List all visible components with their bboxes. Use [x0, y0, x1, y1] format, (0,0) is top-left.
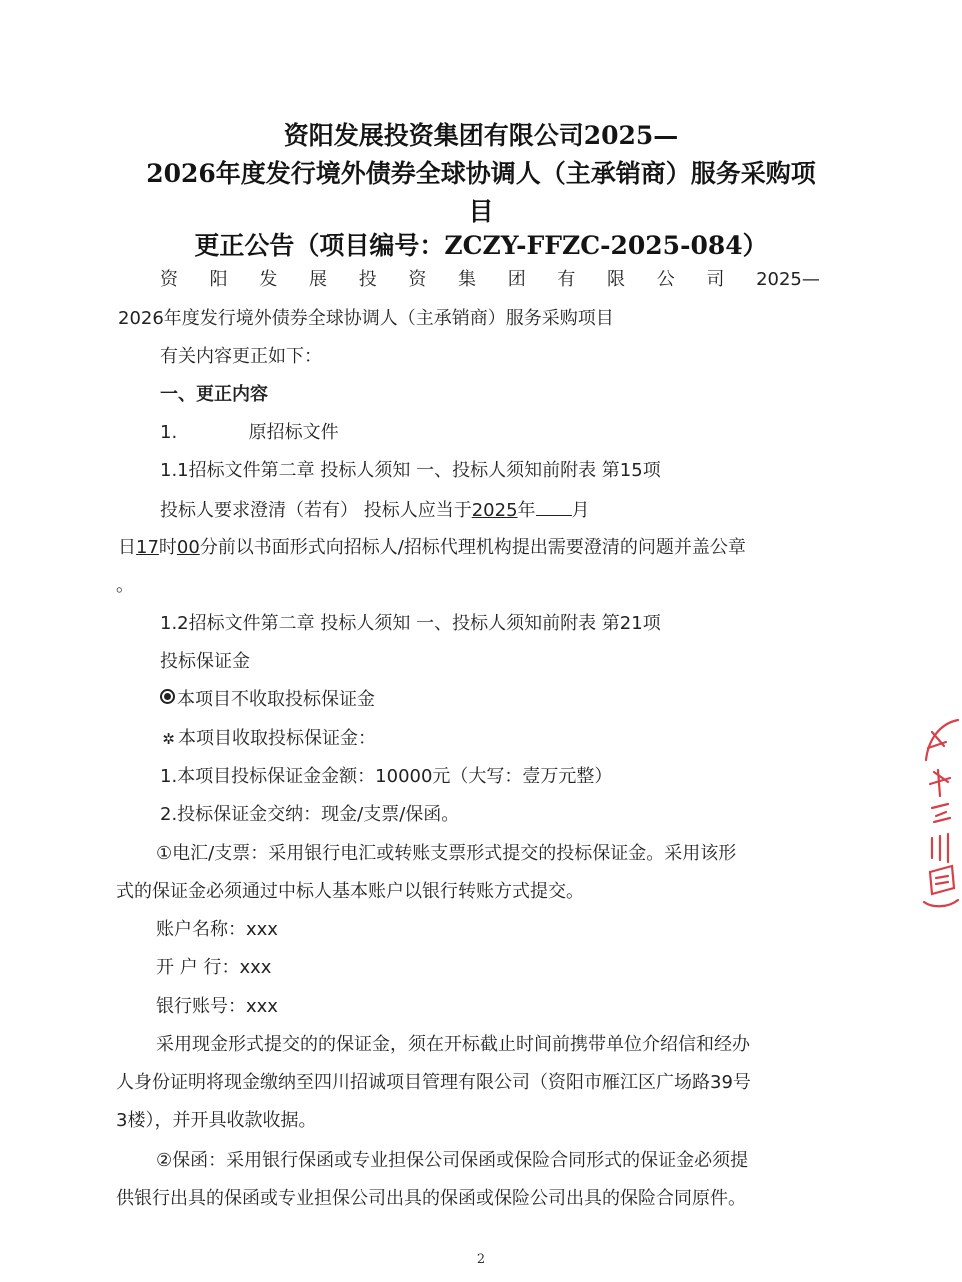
intro-char: 2025— — [756, 269, 820, 290]
intro-char: 团 — [507, 269, 526, 290]
clarify-rest: 分前以书面形式向招标人/招标代理机构提出需要澄清的问题并盖公章 — [199, 537, 746, 558]
title-line-1: 资阳发展投资集团有限公司2025— — [283, 121, 679, 150]
cash-line-2: 人身份证明将现金缴纳至四川招诚项目管理有限公司（资阳市雁江区广场路39号 — [116, 1072, 751, 1093]
intro-char: 展 — [309, 269, 328, 290]
clarify-hour-suffix: 时 — [158, 537, 177, 558]
account-number: 银行账号：xxx — [156, 996, 278, 1017]
item-1-label: 原招标文件 — [248, 422, 339, 443]
page-number: 2 — [476, 1252, 486, 1267]
option-deposit-label: 本项目收取投标保证金： — [178, 728, 376, 749]
clarify-month: 月 — [571, 500, 590, 521]
intro-char: 投 — [358, 269, 377, 290]
intro-char: 限 — [607, 269, 626, 290]
option-no-deposit-label: 本项目不收取投标保证金 — [177, 689, 375, 710]
deposit-amount: 1.本项目投标保证金金额：10000元（大写：壹万元整） — [160, 766, 613, 787]
intro-char: 阳 — [209, 269, 228, 290]
clarify-day: 日 — [118, 537, 136, 558]
clarify-text: 投标人要求澄清（若有） 投标人应当于 — [160, 500, 472, 521]
option-deposit — [160, 726, 376, 752]
intro-char: 有 — [557, 269, 576, 290]
cash-line-1: 采用现金形式提交的的保证金，须在开标截止时间前携带单位介绍信和经办 — [156, 1034, 750, 1055]
clarify-year-suffix: 年 — [517, 500, 536, 521]
gear-icon: ✲ — [162, 730, 175, 748]
intro-char: 公 — [656, 269, 675, 290]
intro-char: 资 — [160, 269, 178, 290]
cash-line-3: 3楼），并开具收款收据。 — [116, 1110, 317, 1131]
item-1-1: 1.1招标文件第二章 投标人须知 一、投标人须知前附表 第15项 — [160, 460, 661, 481]
title-line-2: 2026年度发行境外债券全球协调人（主承销商）服务采购项 — [146, 159, 816, 188]
intro-char: 资 — [408, 269, 427, 290]
radio-selected-icon — [160, 689, 175, 704]
guarantee-line-1: ②保函：采用银行保函或专业担保公司保函或保险合同形式的保证金必须提 — [156, 1150, 749, 1171]
clarify-hour: 17 — [136, 537, 159, 558]
item-1-number: 1. — [160, 422, 178, 443]
item-1-2: 1.2招标文件第二章 投标人须知 一、投标人须知前附表 第21项 — [160, 613, 661, 634]
clarify-line-1 — [160, 497, 590, 524]
deposit-title: 投标保证金 — [160, 651, 250, 672]
section-heading: 一、更正内容 — [160, 384, 268, 405]
seal-stamp — [918, 712, 962, 912]
item-1 — [160, 420, 339, 446]
clarify-end: 。 — [116, 575, 134, 596]
account-bank: 开 户 行：xxx — [156, 957, 272, 978]
month-blank — [536, 497, 572, 516]
deposit-payment: 2.投标保证金交纳：现金/支票/保函。 — [160, 804, 460, 825]
intro-line-2: 2026年度发行境外债券全球协调人（主承销商）服务采购项目 — [118, 308, 614, 329]
intro-char: 发 — [259, 269, 278, 290]
clarify-line-2 — [118, 535, 746, 561]
intro-spaced-line — [160, 267, 820, 293]
intro-char: 集 — [458, 269, 477, 290]
title-line-4: 更正公告（项目编号：ZCZY-FFZC-2025-084） — [194, 231, 768, 260]
wire-line-2: 式的保证金必须通过中标人基本账户以银行转账方式提交。 — [116, 881, 584, 902]
clarify-minute: 00 — [176, 537, 200, 558]
account-name: 账户名称：xxx — [156, 919, 278, 940]
title-line-3: 目 — [468, 197, 494, 226]
intro-char: 司 — [706, 269, 725, 290]
wire-line-1: ①电汇/支票：采用银行电汇或转账支票形式提交的投标保证金。采用该形 — [156, 843, 737, 864]
option-no-deposit — [160, 687, 375, 713]
intro-line-3: 有关内容更正如下： — [160, 346, 322, 367]
clarify-year: 2025 — [471, 500, 518, 521]
guarantee-line-2: 供银行出具的保函或专业担保公司出具的保函或保险公司出具的保险合同原件。 — [116, 1188, 746, 1209]
